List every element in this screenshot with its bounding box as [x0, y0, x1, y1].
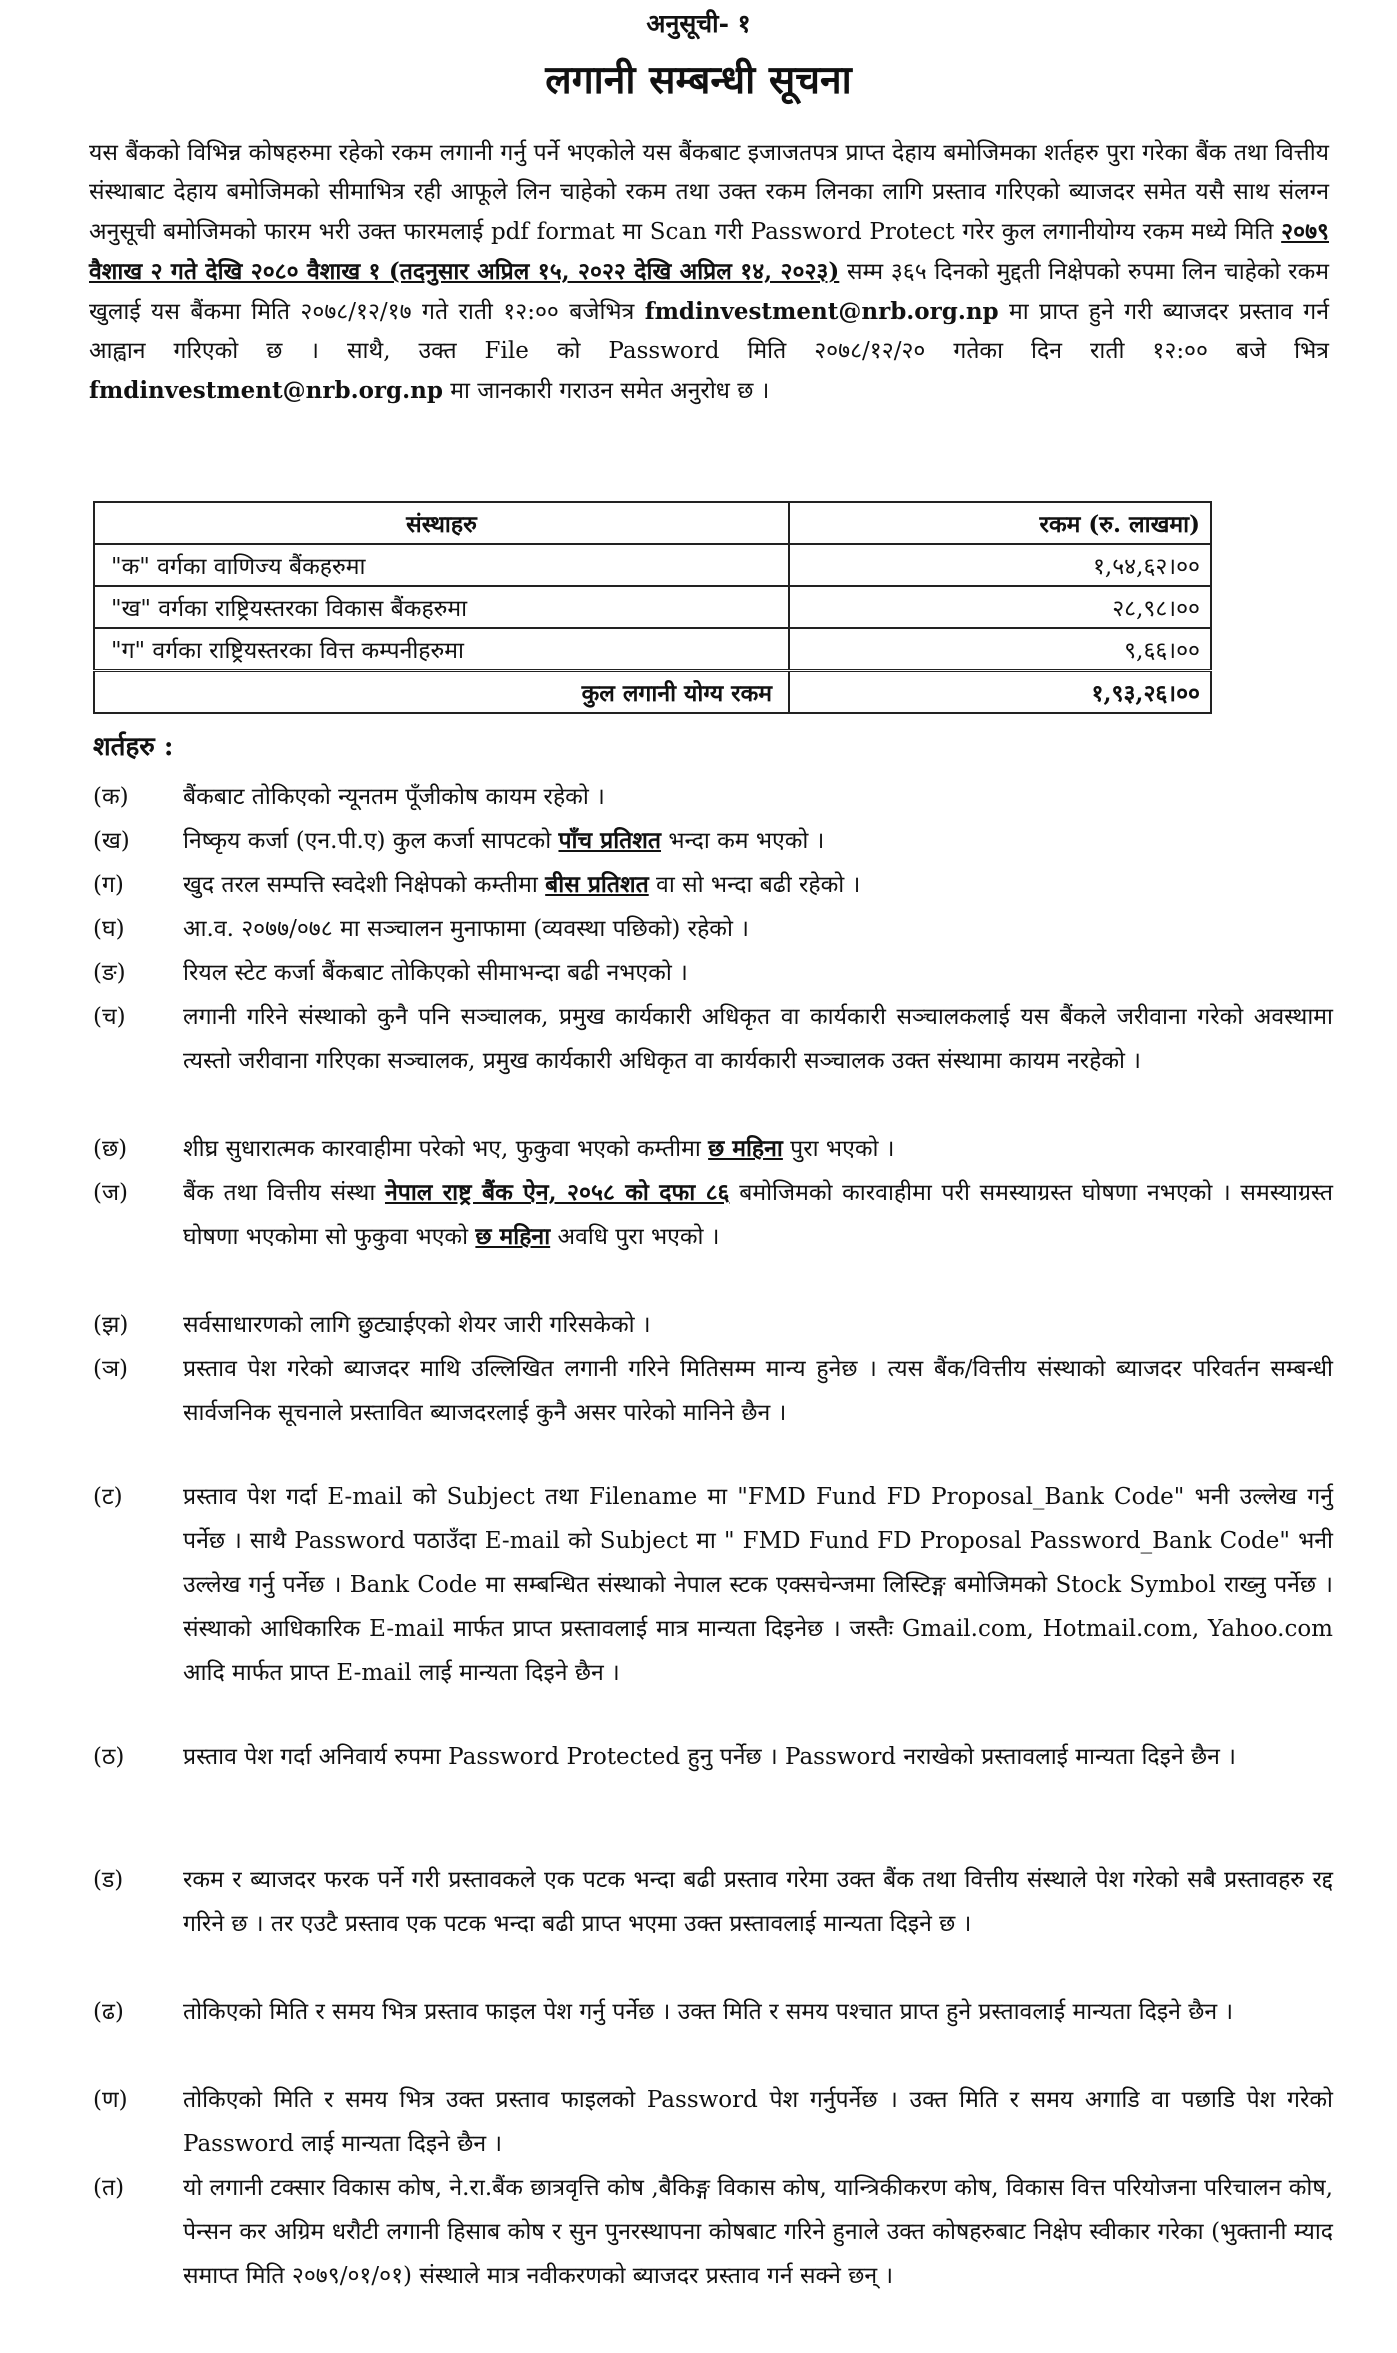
condition-text-post: वा सो भन्दा बढी रहेको ।: [648, 872, 861, 898]
intro-text-1: यस बैंकको विभिन्न कोषहरुमा रहेको रकम लगानी गर्नु पर्ने भएकोले यस बैंकबाट इजाजतपत्र प्राप्त देहाय बमोजिमका शर्तहरु पुरा गरेका बैंक तथा वित्तीय संस्थाबाट देहाय बमोजिमको सीमाभित्र रही आफूले लिन चाहेको रकम तथा उक्त रकम लिनका लागि प्रस्ताव गरिएको ब्याजदर समेत यसै साथ संलग्न अनुसूची बमोजिमको फारम भरी उक्त फारमलाई pdf format मा Scan गरी Password Protect गरेर कुल लगानीयोग्य रकम मध्ये मिति: [89, 140, 1329, 245]
condition-text-post: भन्दा कम भएको ।: [661, 828, 825, 854]
condition-item: [93, 1858, 1333, 1946]
condition-mark: (ज): [93, 1180, 129, 1206]
condition-text: [183, 1127, 1333, 1171]
condition-mark: (ग): [93, 872, 124, 898]
condition-item: [93, 1347, 1333, 1435]
table-row: [94, 628, 1211, 671]
condition-emphasis: नेपाल राष्ट्र बैंक ऐन, २०५८ को दफा ८६: [384, 1179, 730, 1206]
condition-item: [93, 1303, 1333, 1347]
condition-item: [93, 1735, 1333, 1779]
condition-item: [93, 951, 1333, 995]
condition-emphasis: छ महिना: [475, 1223, 551, 1250]
condition-mark: (च): [93, 1004, 126, 1030]
table-total-row: [94, 671, 1211, 714]
condition-text: प्रस्ताव पेश गरेको ब्याजदर माथि उल्लिखित लगानी गरिने मितिसम्म मान्य हुनेछ । त्यस बैंक/वित्तीय संस्थाको ब्याजदर परिवर्तन सम्बन्धी सार्वजनिक सूचनाले प्रस्तावित ब्याजदरलाई कुनै असर पारेको मानिने छैन ।: [183, 1356, 1333, 1426]
intro-paragraph: [89, 134, 1329, 411]
condition-text-pre: निष्कृय कर्जा (एन.पी.ए) कुल कर्जा सापटको: [183, 828, 559, 854]
condition-text-pre: बैंक तथा वित्तीय संस्था: [183, 1180, 385, 1206]
condition-text-post: अवधि पुरा भएको ।: [550, 1224, 720, 1250]
condition-text: बैंकबाट तोकिएको न्यूनतम पूँजीकोष कायम रहेको ।: [183, 784, 605, 810]
condition-mark: (क): [93, 784, 129, 810]
condition-item: [93, 907, 1333, 951]
intro-text-2: सम्म ३६५ दिनको मुद्दती निक्षेपको रुपमा लिन चाहेको रकम खुलाई यस बैंकमा मिति २०७८/१२/१७ गते राती १२:०० बजेभित्र: [89, 259, 1329, 325]
condition-text-mid: बमोजिमको कारवाहीमा परी समस्याग्रस्त घोषणा नभएको । समस्याग्रस्त घोषणा भएकोमा सो फुकुवा भएको: [183, 1180, 1333, 1250]
institution-name: "क" वर्गका वाणिज्य बैंकहरुमा: [94, 544, 789, 586]
condition-mark: (ट): [93, 1484, 123, 1510]
condition-mark: (घ): [93, 916, 125, 942]
condition-text: यो लगानी टक्सार विकास कोष, ने.रा.बैंक छात्रवृत्ति कोष ,बैकिङ्ग विकास कोष, यान्त्रिकीकरण कोष, विकास वित्त परियोजना परिचालन कोष, पेन्सन कर अग्रिम धरौटी लगानी हिसाब कोष र सुन पुनरस्थापना कोषबाट गरिने हुनाले उक्त कोषहरुबाट निक्षेप स्वीकार गरेका (भुक्तानी म्याद समाप्त मिति २०७९/०१/०१) संस्थाले मात्र नवीकरणको ब्याजदर प्रस्ताव गर्न सक्ने छन् ।: [183, 2175, 1333, 2289]
institution-name: "ख" वर्गका राष्ट्रियस्तरका विकास बैंकहरुमा: [94, 586, 789, 628]
condition-text-pre: शीघ्र सुधारात्मक कारवाहीमा परेको भए, फुकुवा भएको कम्तीमा: [183, 1136, 709, 1162]
institution-name: "ग" वर्गका राष्ट्रियस्तरका वित्त कम्पनीहरुमा: [94, 628, 789, 671]
condition-mark: (ख): [93, 828, 130, 854]
condition-mark: (ड): [93, 1867, 124, 1893]
table-row: [94, 544, 1211, 586]
institution-amount: १,५४,६२।००: [789, 544, 1211, 586]
intro-text-3: मा प्राप्त हुने गरी ब्याजदर प्रस्ताव गर्न आह्वान गरिएको छ । साथै, उक्त File को Password मिति २०७८/१२/२० गतेका दिन राती १२:०० बजे भित्र: [89, 299, 1329, 364]
condition-text-pre: खुद तरल सम्पत्ति स्वदेशी निक्षेपको कम्तीमा: [183, 872, 546, 898]
condition-text: प्रस्ताव पेश गर्दा अनिवार्य रुपमा Password Protected हुनु पर्नेछ । Password नराखेको प्रस्तावलाई मान्यता दिइने छैन ।: [183, 1744, 1236, 1770]
condition-text: आ.व. २०७७/०७८ मा सञ्चालन मुनाफामा (व्यवस्था पछिको) रहेको ।: [183, 916, 749, 942]
institution-amount: ९,६६।००: [789, 628, 1211, 671]
investment-table: [93, 501, 1212, 714]
intro-date-range: २०७९ वैशाख २ गते देखि २०८० वैशाख १ (तदनुसार अप्रिल १५, २०२२ देखि अप्रिल १४, २०२३): [89, 218, 1329, 285]
condition-text: [183, 819, 1333, 863]
condition-mark: (ङ): [93, 960, 126, 986]
condition-text: [183, 1171, 1333, 1259]
email-link-password[interactable]: fmdinvestment@nrb.org.np: [89, 377, 443, 404]
condition-text: लगानी गरिने संस्थाको कुनै पनि सञ्चालक, प्रमुख कार्यकारी अधिकृत वा कार्यकारी सञ्चालकलाई यस बैंकले जरीवाना गरेको अवस्थामा त्यस्तो जरीवाना गरिएका सञ्चालक, प्रमुख कार्यकारी अधिकृत वा कार्यकारी सञ्चालक उक्त संस्थामा कायम नरहेको ।: [183, 1004, 1333, 1074]
condition-mark: (ञ): [93, 1356, 129, 1382]
condition-text: रियल स्टेट कर्जा बैंकबाट तोकिएको सीमाभन्दा बढी नभएको ।: [183, 960, 688, 986]
condition-item: [93, 863, 1333, 907]
condition-text: प्रस्ताव पेश गर्दा E-mail को Subject तथा Filename मा "FMD Fund FD Proposal_Bank Code" भनी उल्लेख गर्नु पर्नेछ । साथै Password पठाउँदा E-mail को Subject मा " FMD Fund FD Proposal Password_Bank Code" भनी उल्लेख गर्नु पर्नेछ । Bank Code मा सम्बन्धित संस्थाको नेपाल स्टक एक्सचेन्जमा लिस्टिङ्ग बमोजिमको Stock Symbol राख्नु पर्नेछ । संस्थाको आधिकारिक E-mail मार्फत प्राप्त प्रस्तावलाई मात्र मान्यता दिइनेछ । जस्तैः Gmail.com, Hotmail.com, Yahoo.com आदि मार्फत प्राप्त E-mail लाई मान्यता दिइने छैन ।: [183, 1484, 1333, 1686]
page-title: लगानी सम्बन्धी सूचना: [545, 57, 852, 103]
institution-amount: २८,९८।००: [789, 586, 1211, 628]
table-header-row: [94, 502, 1211, 544]
condition-item: [93, 1475, 1333, 1695]
condition-text-post: पुरा भएको ।: [782, 1136, 895, 1162]
condition-mark: (झ): [93, 1312, 129, 1338]
condition-text: तोकिएको मिति र समय भित्र उक्त प्रस्ताव फाइलको Password पेश गर्नुपर्नेछ । उक्त मिति र समय अगाडि वा पछाडि पेश गरेको Password लाई मान्यता दिइने छैन ।: [183, 2087, 1333, 2157]
condition-item: [93, 995, 1333, 1083]
col-header-amount: रकम (रु. लाखमा): [789, 502, 1211, 544]
email-link[interactable]: fmdinvestment@nrb.org.np: [644, 298, 999, 325]
condition-text: तोकिएको मिति र समय भित्र प्रस्ताव फाइल पेश गर्नु पर्नेछ । उक्त मिति र समय पश्चात प्राप्त हुने प्रस्तावलाई मान्यता दिइने छैन ।: [183, 1999, 1234, 2025]
condition-mark: (छ): [93, 1136, 128, 1162]
condition-mark: (त): [93, 2175, 125, 2201]
condition-item: [93, 775, 1333, 819]
condition-emphasis: पाँच प्रतिशत: [558, 827, 662, 854]
annex-label: अनुसूची- १: [646, 9, 751, 38]
total-amount: १,९३,२६।००: [789, 671, 1211, 714]
conditions-heading: शर्तहरु :: [93, 732, 174, 762]
intro-text-4: मा जानकारी गराउन समेत अनुरोध छ ।: [442, 378, 770, 404]
condition-text: सर्वसाधारणको लागि छुट्याईएको शेयर जारी गरिसकेको ।: [183, 1312, 651, 1338]
condition-item: [93, 1171, 1333, 1259]
table-row: [94, 586, 1211, 628]
condition-text: रकम र ब्याजदर फरक पर्ने गरी प्रस्तावकले एक पटक भन्दा बढी प्रस्ताव गरेमा उक्त बैंक तथा वित्तीय संस्थाले पेश गरेको सबै प्रस्तावहरु रद्द गरिने छ । तर एउटै प्रस्ताव एक पटक भन्दा बढी प्राप्त भएमा उक्त प्रस्तावलाई मान्यता दिइने छ ।: [183, 1867, 1333, 1937]
condition-emphasis: छ महिना: [708, 1135, 783, 1162]
condition-item: [93, 819, 1333, 863]
condition-mark: (ण): [93, 2087, 128, 2113]
condition-mark: (ठ): [93, 1744, 125, 1770]
condition-text: [183, 863, 1333, 907]
condition-item: [93, 1127, 1333, 1171]
condition-item: [93, 2078, 1333, 2166]
condition-mark: (ढ): [93, 1999, 124, 2025]
condition-item: [93, 2166, 1333, 2298]
col-header-institutions: संस्थाहरु: [94, 502, 789, 544]
condition-emphasis: बीस प्रतिशत: [545, 871, 649, 898]
condition-item: [93, 1990, 1333, 2034]
total-label: कुल लगानी योग्य रकम: [94, 671, 789, 714]
